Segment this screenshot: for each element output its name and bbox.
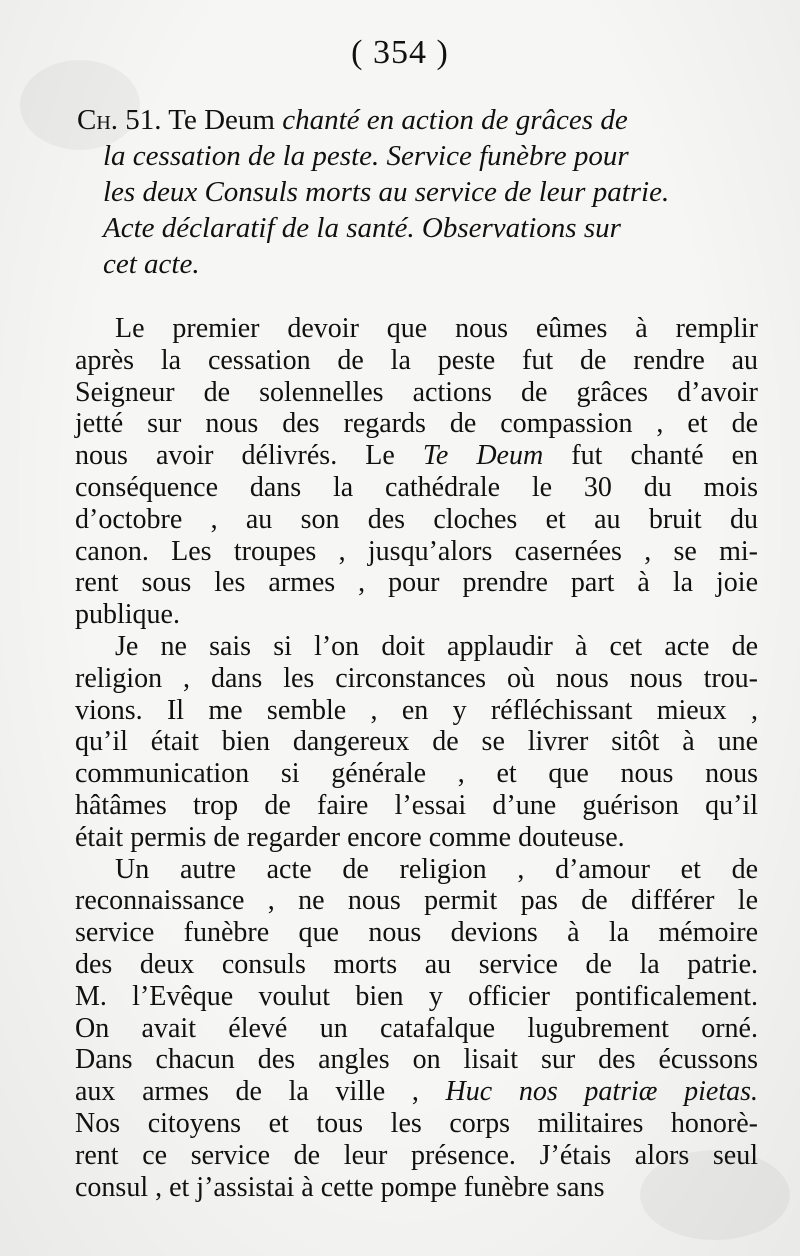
text-line: était permis de regarder encore comme douteuse. bbox=[75, 821, 625, 853]
text-line: rent ce service de leur présence. J’étais alors seul bbox=[75, 1139, 758, 1171]
text-line: On avait élevé un catafalque lugubrement orné. bbox=[75, 1012, 758, 1044]
chapter-title-roman: Te Deum bbox=[168, 104, 275, 136]
text-line: Nos citoyens et tous les corps militaires honorè- bbox=[75, 1107, 758, 1139]
chapter-line: la cessation de la peste. Service funèbre pour bbox=[103, 140, 629, 172]
chapter-heading bbox=[77, 102, 759, 282]
text-line: religion , dans les circonstances où nous nous trou- bbox=[75, 662, 758, 694]
text-line: publique. bbox=[75, 599, 180, 631]
text-line: après la cessation de la peste fut de rendre au bbox=[75, 344, 758, 376]
page-number: ( 354 ) bbox=[351, 34, 449, 71]
text-line: hâtâmes trop de faire l’essai d’une guérison qu’il bbox=[75, 789, 758, 821]
text-line: communication si générale , et que nous nous bbox=[75, 758, 758, 790]
text-line: Je ne sais si l’on doit applaudir à cet acte de bbox=[115, 630, 758, 662]
text-line: reconnaissance , ne nous permit pas de différer le bbox=[75, 885, 758, 917]
text-line: M. l’Evêque voulut bien y officier pontificalement. bbox=[75, 980, 758, 1012]
chapter-line bbox=[77, 102, 759, 138]
chapter-line: les deux Consuls morts au service de leur patrie. bbox=[103, 176, 670, 208]
text-line: conséquence dans la cathédrale le 30 du mois bbox=[75, 471, 758, 503]
text-line bbox=[75, 440, 758, 472]
text-line: qu’il était bien dangereux de se livrer sitôt à une bbox=[75, 726, 758, 758]
text-line: rent sous les armes , pour prendre part à la joie bbox=[75, 567, 758, 599]
italic-segment: Te Deum bbox=[422, 440, 544, 472]
text-line: service funèbre que nous devions à la mémoire bbox=[75, 917, 758, 949]
chapter-title-italic: chanté en action de grâces de bbox=[282, 104, 628, 136]
italic-segment: Huc nos patriæ pietas. bbox=[445, 1076, 759, 1108]
text-line: Seigneur de solennelles actions de grâces d’avoir bbox=[75, 376, 758, 408]
text-segment: nous avoir délivrés. Le bbox=[75, 440, 423, 472]
text-line: jetté sur nous des regards de compassion , et de bbox=[75, 408, 758, 440]
text-line: des deux consuls morts au service de la patrie. bbox=[75, 948, 758, 980]
chapter-label: Ch. 51. bbox=[77, 104, 162, 136]
text-line: Un autre acte de religion , d’amour et de bbox=[115, 853, 758, 885]
body-text bbox=[75, 313, 758, 1203]
text-line: canon. Les troupes , jusqu’alors casernées , se mi- bbox=[75, 535, 758, 567]
text-line: d’octobre , au son des cloches et au bruit du bbox=[75, 503, 758, 535]
text-line bbox=[75, 1076, 758, 1108]
chapter-line: Acte déclaratif de la santé. Observations sur bbox=[103, 212, 621, 244]
text-line: Le premier devoir que nous eûmes à remplir bbox=[115, 313, 758, 344]
text-segment: fut chanté en bbox=[543, 440, 758, 472]
text-line: Dans chacun des angles on lisait sur des écussons bbox=[75, 1044, 758, 1076]
text-line: vions. Il me semble , en y réfléchissant mieux , bbox=[75, 694, 758, 726]
chapter-line: cet acte. bbox=[103, 248, 200, 280]
text-line: consul , et j’assistai à cette pompe funèbre sans bbox=[75, 1171, 605, 1203]
text-segment: aux armes de la ville , bbox=[75, 1076, 446, 1108]
